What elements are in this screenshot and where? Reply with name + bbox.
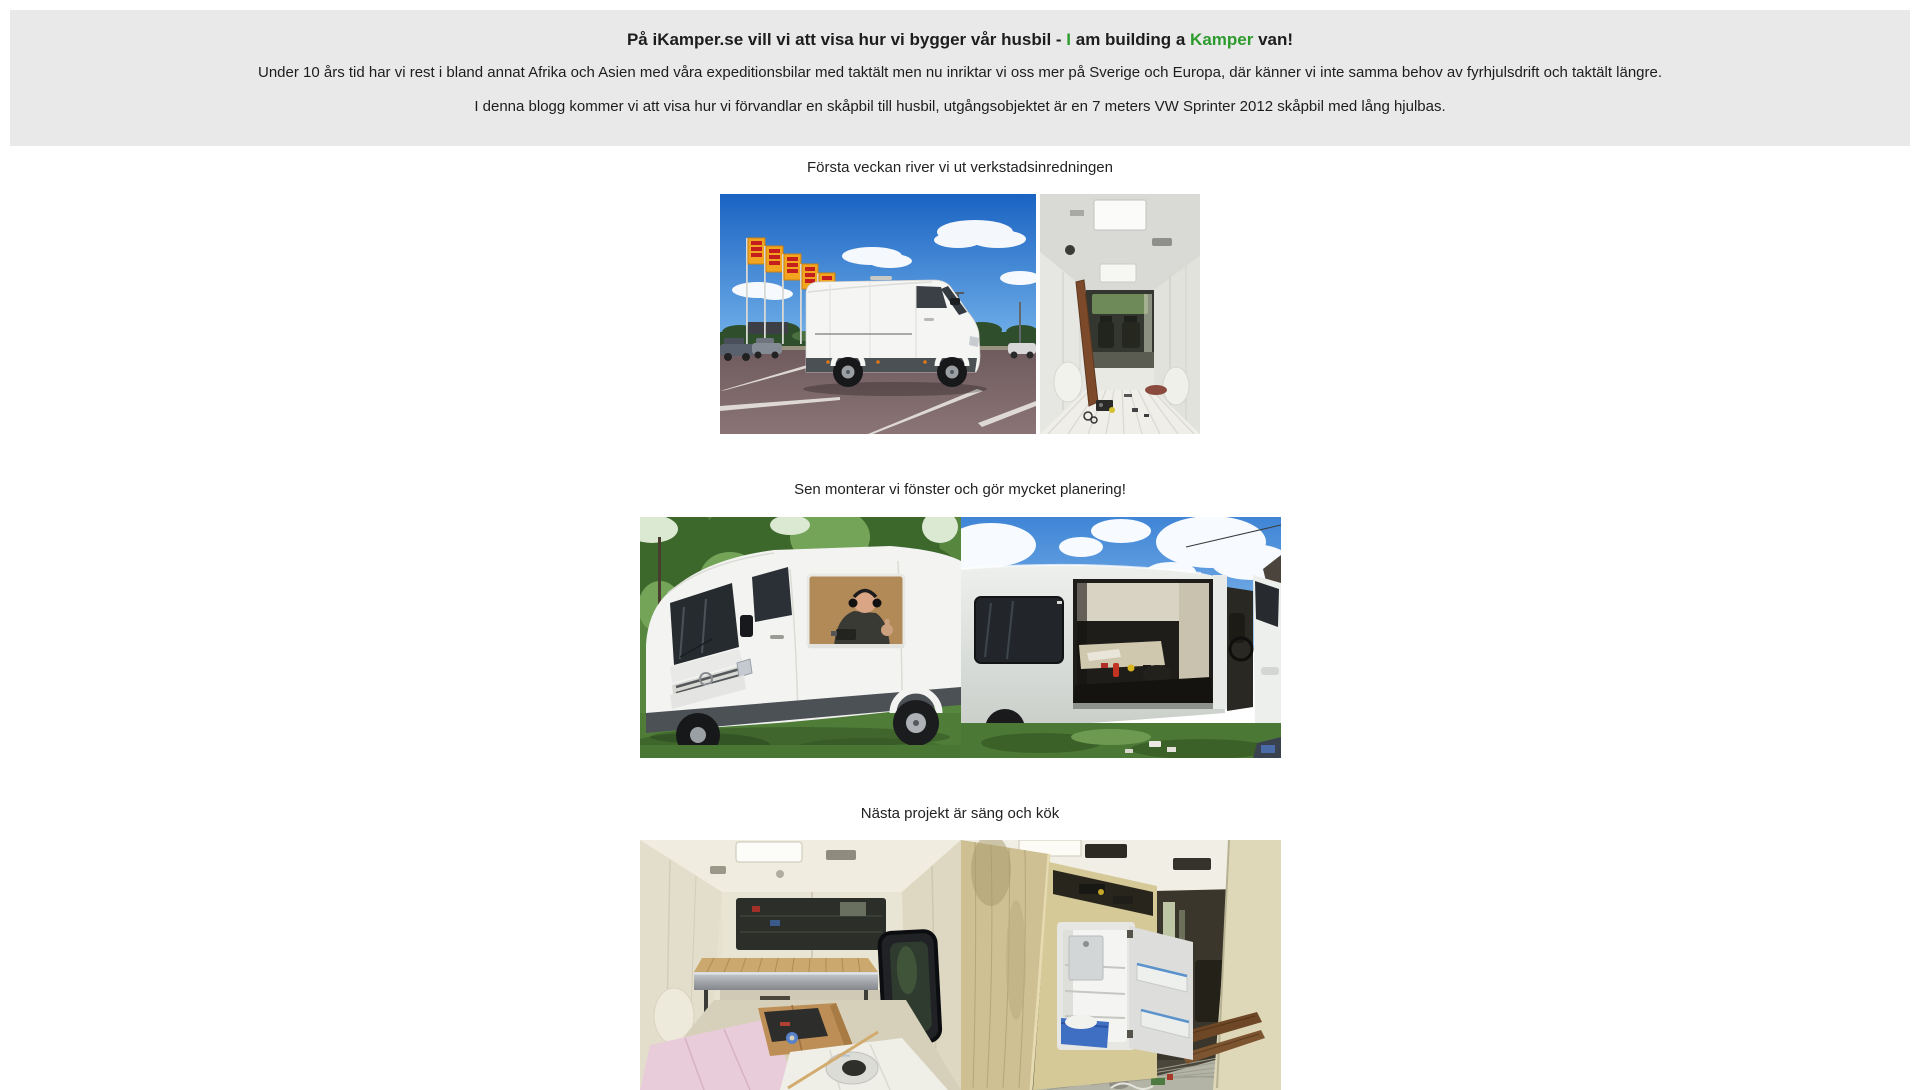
van-parking-lot-illustration: [720, 194, 1036, 434]
section-windows-planning: [0, 481, 1920, 757]
roof-vent: [1085, 844, 1127, 858]
blog-title: [50, 30, 1870, 50]
window-install-illustration: [640, 517, 961, 758]
wheel-arch-right: [1163, 367, 1189, 405]
ceiling-light: [776, 870, 784, 878]
roof-vent-2: [1173, 858, 1211, 870]
section1-photo-row: [0, 194, 1920, 434]
roof-vent-2: [710, 866, 726, 874]
title-part-3: am building a: [1071, 30, 1191, 49]
open-cab-door: [1253, 575, 1281, 749]
photo-stripped-interior: [1040, 194, 1200, 434]
van-side: [961, 564, 1281, 748]
cab-interior: [1227, 587, 1253, 711]
section3-caption: Nästa projekt är säng och kök: [860, 804, 1060, 822]
sliding-door-illustration: [961, 517, 1281, 758]
cab-view: [1086, 290, 1154, 368]
roof-vent: [826, 850, 856, 860]
ceiling-light: [1100, 264, 1136, 282]
title-part-5: van!: [1253, 30, 1294, 49]
door-opening: [1073, 579, 1213, 709]
section-bed-kitchen: [0, 805, 1920, 1090]
speaker: [1065, 245, 1075, 255]
photo-man-in-window-opening: [640, 517, 961, 758]
fridge-cabinet-illustration: [961, 840, 1281, 1090]
open-fridge: [1057, 922, 1193, 1060]
intro-header: [10, 10, 1910, 146]
fridge-door: [1127, 926, 1193, 1060]
section2-photo-row: [0, 517, 1920, 758]
white-van: [806, 276, 980, 387]
roof-vent-2: [1152, 238, 1172, 246]
photo-van-parked-parking-lot: [720, 194, 1036, 434]
roof-vent: [1070, 210, 1084, 216]
title-part-1: På iKamper.se vill vi att visa hur vi bygger vår husbil -: [626, 30, 1067, 49]
bed-frame-illustration: [640, 840, 961, 1090]
grass-light: [1071, 729, 1151, 745]
grass-front: [640, 745, 961, 758]
section-week1-teardown: [0, 159, 1920, 434]
skylight: [1094, 200, 1146, 230]
section1-caption: Första veckan river vi ut verkstadsinredningen: [807, 159, 1113, 177]
title-part-green-kamper: Kamper: [1190, 30, 1254, 49]
b-pillar: [1213, 575, 1227, 709]
section2-caption: Sen monterar vi fönster och gör mycket planering!: [794, 481, 1126, 499]
stripped-interior-illustration: [1040, 194, 1200, 434]
title-part-green-i: I: [1066, 30, 1072, 49]
section3-photo-row: [0, 840, 1920, 1090]
tape-roll-hole: [789, 1035, 794, 1040]
intro-paragraph-1: Under 10 års tid har vi rest i bland annat Afrika och Asien med våra expeditionsbilar med taktält men nu inriktar vi oss mer på Sverige och Europa, där känner vi inte samma behov av fyrhjulsdrift och taktält längre.: [257, 63, 1663, 81]
photo-bed-frame-interior: [640, 840, 961, 1090]
plastic-bag: [826, 1052, 878, 1084]
pliers: [780, 1022, 790, 1026]
photo-sliding-door-open: [961, 517, 1281, 758]
wheel-arch-left: [1054, 362, 1082, 402]
photo-fridge-cabinet: [961, 840, 1281, 1090]
intro-paragraph-2: I denna blogg kommer vi att visa hur vi förvandlar en skåpbil till husbil, utgångsobjektet är en 7 meters VW Sprinter 2012 skåpbil med lång hjulbas.: [474, 97, 1446, 115]
skylight: [736, 842, 802, 862]
